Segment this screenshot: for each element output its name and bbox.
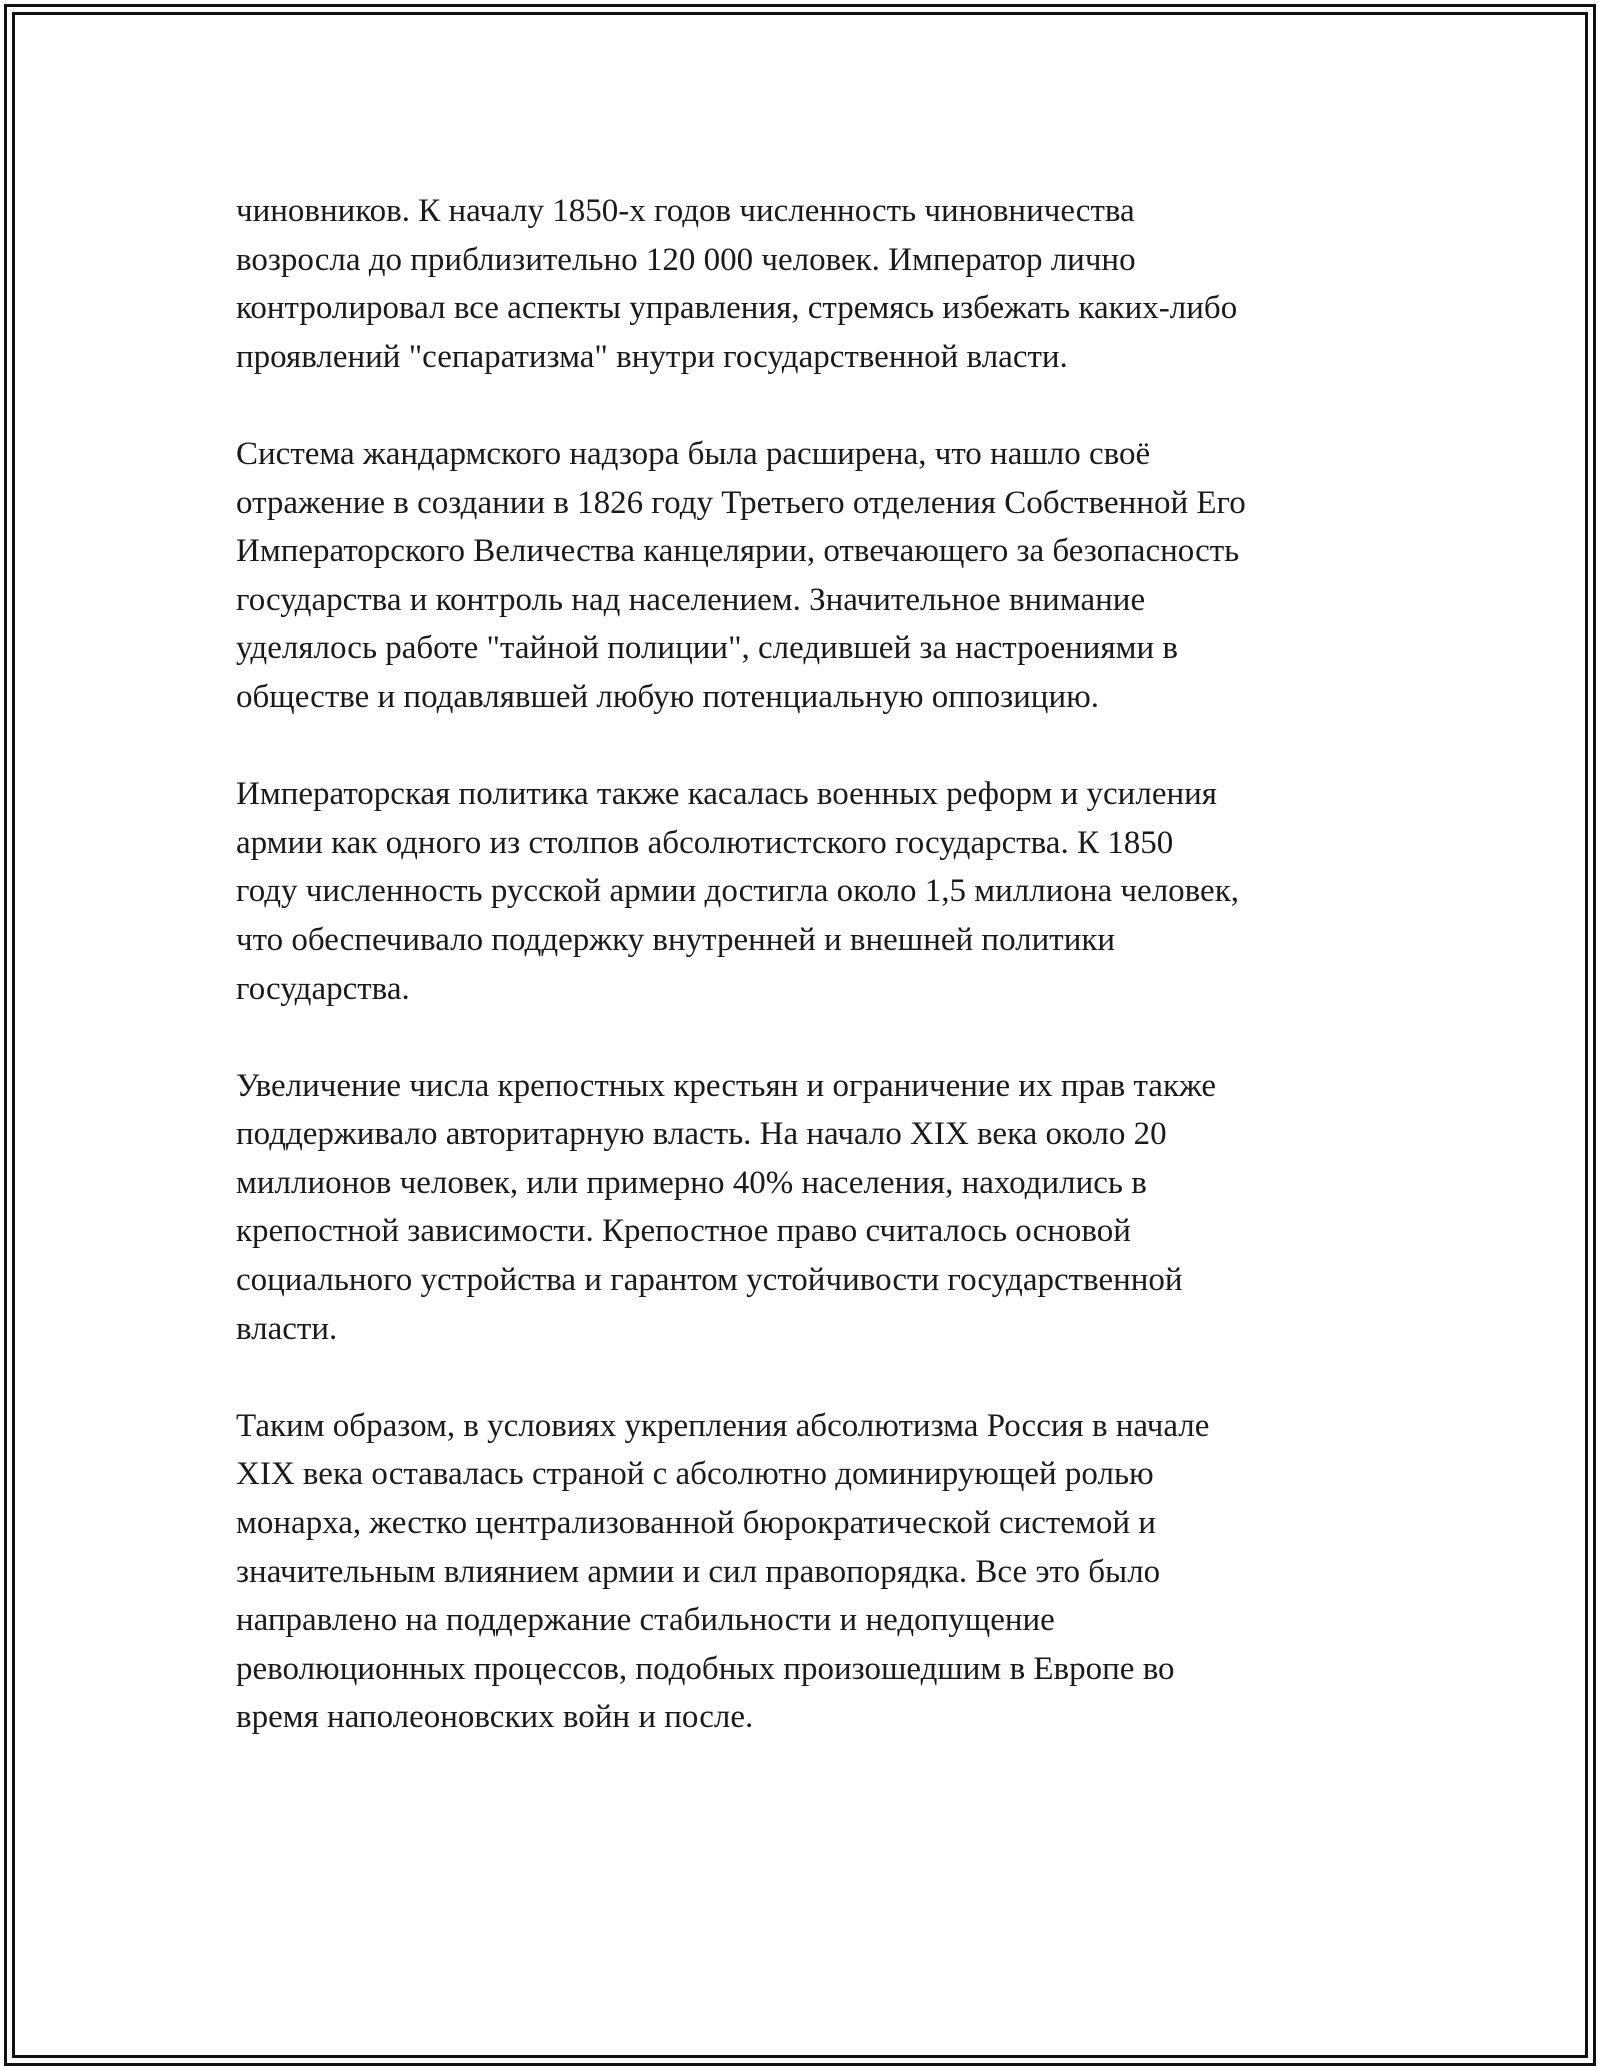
text-line: Императорская политика также касалась военных реформ и усиления [236,776,1217,813]
text-line: XIX века оставалась страной с абсолютно доминирующей ролью [236,1456,1154,1493]
text-line: уделялось работе "тайной полиции", следившей за настроениями в [236,630,1178,667]
paragraph-army [236,770,1376,1013]
text-line: обществе и подавлявшей любую потенциальную оппозицию. [236,678,1100,715]
text-line: крепостной зависимости. Крепостное право считалось основой [236,1213,1131,1250]
text-line: Императорского Величества канцелярии, отвечающего за безопасность [236,533,1240,570]
text-line: возросла до приблизительно 120 000 человек. Император лично [236,241,1136,278]
text-line: значительным влиянием армии и сил правопорядка. Все это было [236,1553,1161,1590]
text-line: государства и контроль над населением. Значительное внимание [236,581,1146,618]
text-line: что обеспечивало поддержку внутренней и внешней политики [236,921,1116,958]
text-line: отражение в создании в 1826 году Третьего отделения Собственной Его [236,484,1246,521]
text-line: контролировал все аспекты управления, стремясь избежать каких-либо [236,290,1238,327]
text-line: государства. [236,970,410,1007]
text-line: миллионов человек, или примерно 40% населения, находились в [236,1164,1147,1201]
text-line: время наполеоновских войн и после. [236,1699,754,1736]
paragraph-conclusion [236,1402,1376,1742]
text-line: Увеличение числа крепостных крестьян и ограничение их прав также [236,1067,1216,1104]
text-line: направлено на поддержание стабильности и недопущение [236,1602,1055,1639]
paragraph-bureaucracy [236,187,1376,381]
text-line: власти. [236,1310,338,1347]
text-line: социального устройства и гарантом устойчивости государственной [236,1262,1183,1299]
text-line: монарха, жестко централизованной бюрократической системой и [236,1505,1156,1542]
text-line: армии как одного из столпов абсолютистского государства. К 1850 [236,824,1174,861]
text-line: чиновников. К началу 1850-х годов численность чиновничества [236,193,1135,229]
text-line: поддерживало авторитарную власть. На начало XIX века около 20 [236,1116,1167,1153]
text-line: году численность русской армии достигла около 1,5 миллиона человек, [236,873,1239,910]
text-line: Таким образом, в условиях укрепления абсолютизма Россия в начале [236,1407,1210,1444]
paragraph-gendarmerie [236,430,1376,722]
document-body [236,187,1376,1791]
text-line: проявлений "сепаратизма" внутри государственной власти. [236,338,1068,375]
text-line: Система жандармского надзора была расширена, что нашло своё [236,435,1151,472]
text-line: революционных процессов, подобных произошедшим в Европе во [236,1650,1175,1687]
paragraph-serfdom [236,1062,1376,1354]
